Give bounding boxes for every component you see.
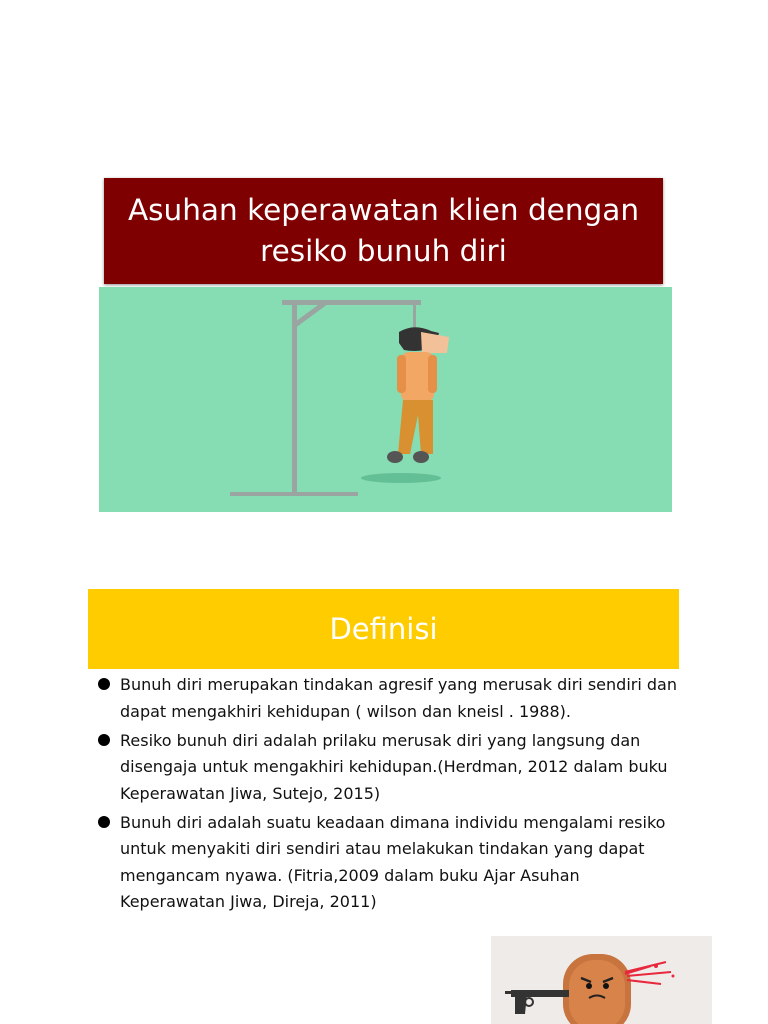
definition-heading: Definisi: [329, 612, 438, 646]
illustration-graphic: [99, 287, 672, 512]
bullet-icon: [98, 734, 110, 746]
list-item: [98, 728, 678, 808]
finger-with-gun-photo: [491, 936, 712, 1024]
photo-graphic: [491, 936, 712, 1024]
bullet-text: Bunuh diri adalah suatu keadaan dimana individu mengalami resiko untuk menyakiti diri sendiri atau melakukan tindakan yang dapat mengancam nyawa. (Fitria,2009 dalam buku Ajar Asuhan Keperawatan Jiwa, Direja, 2011): [120, 812, 666, 911]
title-banner: [104, 178, 663, 284]
bullet-icon: [98, 678, 110, 690]
definition-list: [98, 672, 678, 918]
bullet-text: Resiko bunuh diri adalah prilaku merusak diri yang langsung dan disengaja untuk mengakhiri kehidupan.(Herdman, 2012 dalam buku Keperawatan Jiwa, Sutejo, 2015): [120, 730, 668, 803]
slide-title: Asuhan keperawatan klien dengan resiko bunuh diri: [127, 193, 640, 268]
bullet-text: Bunuh diri merupakan tindakan agresif yang merusak diri sendiri dan dapat mengakhiri kehidupan ( wilson dan kneisl . 1988).: [120, 675, 677, 721]
definition-banner: [88, 589, 679, 669]
hanging-figure-illustration: [99, 287, 672, 512]
list-item: [98, 672, 678, 725]
list-item: [98, 810, 678, 916]
bullet-icon: [98, 816, 110, 828]
